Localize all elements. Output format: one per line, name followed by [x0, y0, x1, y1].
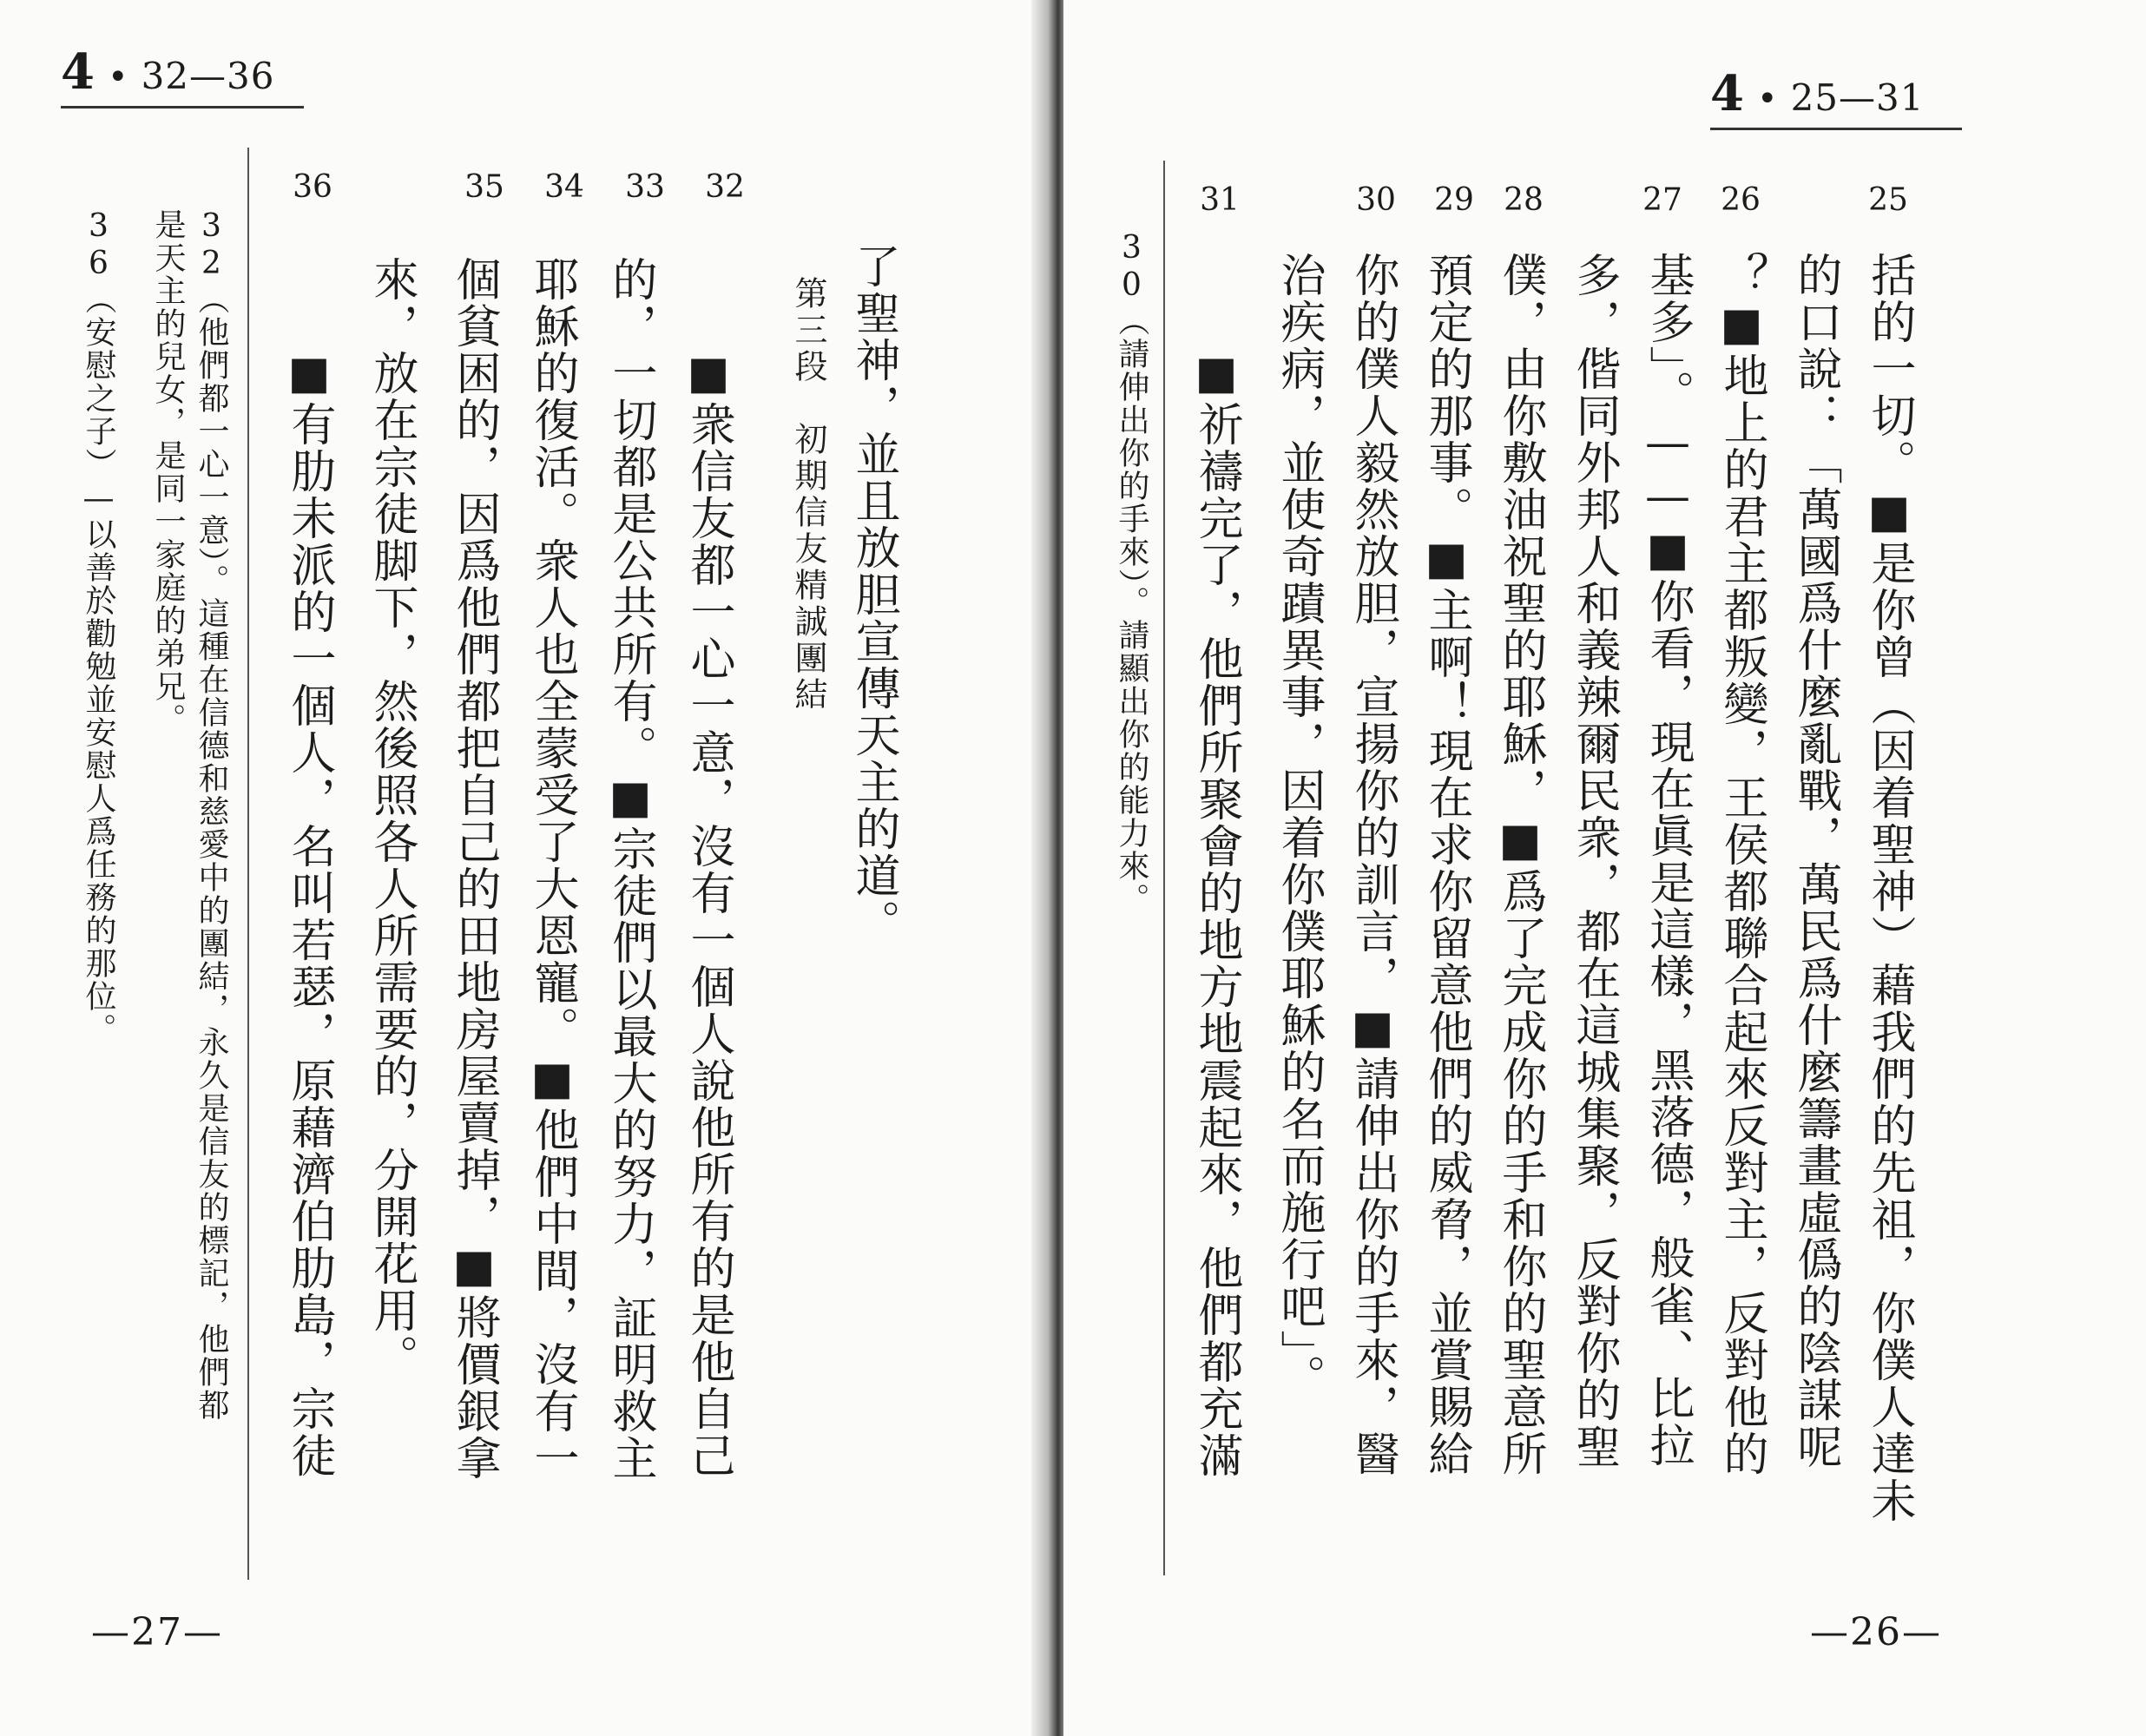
text-column: 了聖神，並且放胆宣傳天主的道。 — [847, 243, 899, 946]
text-column: 基多」。——■你看，現在眞是這樣，黑落德，般雀、比拉 — [1642, 252, 1694, 1469]
header-dot: • — [107, 57, 129, 97]
verse-number: 30 — [1356, 182, 1396, 218]
chapter-number: 4 — [61, 43, 95, 101]
text-column: ？■地上的君主都叛變，王侯都聯合起來反對主，反對他的 — [1715, 252, 1767, 1477]
footnote: 30（請伸出你的手來）。請顯出你的能力來。 — [1114, 230, 1149, 916]
text-column: ■衆信友都一心一意，沒有一個人說他所有的是他自己 — [682, 347, 734, 1479]
text-column: 個貧困的，因爲他們都把自己的田地房屋賣掉，■將價銀拿 — [448, 256, 500, 1482]
verse-range: 25—31 — [1790, 76, 1925, 119]
text-column: 預定的那事。■主啊！現在求你留意他們的威脅，並賞賜給 — [1420, 252, 1472, 1477]
verse-number: 36 — [293, 169, 332, 205]
verse-number: 27 — [1642, 182, 1682, 218]
text-column: 你的僕人毅然放胆，宣揚你的訓言，■請伸出你的手來，醫 — [1346, 252, 1399, 1477]
verse-number: 26 — [1721, 182, 1761, 218]
verse-number: 33 — [625, 169, 665, 205]
left-page — [0, 0, 1055, 1736]
footnote: 是天主的兒女，是同一家庭的弟兄。 — [150, 208, 186, 736]
verse-number: 31 — [1200, 182, 1240, 218]
verse-number: 28 — [1504, 182, 1544, 218]
text-column: 僕，由你敷油祝聖的耶穌，■爲了完成你的手和你的聖意所 — [1494, 252, 1546, 1477]
right-page-header — [1710, 65, 1962, 130]
section-heading: 第三段 初期信友精誠團結 — [789, 276, 827, 713]
footnote: 36（安慰之子）—以善於勸勉並安慰人爲任務的那位。 — [81, 208, 116, 1046]
left-page-header — [61, 43, 304, 108]
verse-number: 34 — [544, 169, 584, 205]
text-column: 治疾病，並使奇蹟異事，因着你僕耶穌的名而施行吧」。 — [1273, 252, 1325, 1401]
text-column: 耶穌的復活。衆人也全蒙受了大恩寵。■他們中間，沒有一 — [526, 256, 578, 1482]
text-column: 的，一切都是公共所有。■宗徒們以最大的努力，証明救主 — [604, 256, 656, 1482]
verse-range: 32—36 — [141, 55, 275, 97]
verse-number: 25 — [1868, 182, 1908, 218]
notes-divider — [1163, 161, 1165, 1575]
text-column: ■有肋未派的一個人，名叫若瑟，原藉濟伯肋島，宗徒 — [283, 347, 335, 1479]
verse-number: 29 — [1434, 182, 1474, 218]
text-column: 的口說：「萬國爲什麼亂戰，萬民爲什麼籌畫虛僞的陰謀呢 — [1789, 252, 1841, 1470]
notes-divider — [247, 148, 249, 1580]
page-number: —26— — [1810, 1610, 1942, 1654]
footnote: 32（他們都一心一意）。這種在信德和慈愛中的團結，永久是信友的標記，他們都 — [194, 208, 229, 1422]
page-number: —27— — [91, 1610, 223, 1654]
text-column: ■祈禱完了，他們所聚會的地方地震起來，他們都充滿 — [1190, 347, 1242, 1479]
text-column: 多，偕同外邦人和義辣爾民衆，都在這城集聚，反對你的聖 — [1568, 252, 1620, 1470]
right-page — [1063, 0, 2146, 1736]
text-column: 來，放在宗徒脚下，然後照各人所需要的，分開花用。 — [365, 256, 418, 1381]
text-column: 括的一切。■是你曾（因着聖神）藉我們的先祖，你僕人達未 — [1863, 252, 1915, 1524]
verse-number: 35 — [464, 169, 504, 205]
header-dot: • — [1756, 79, 1779, 119]
chapter-number: 4 — [1710, 65, 1745, 122]
verse-number: 32 — [705, 169, 745, 205]
